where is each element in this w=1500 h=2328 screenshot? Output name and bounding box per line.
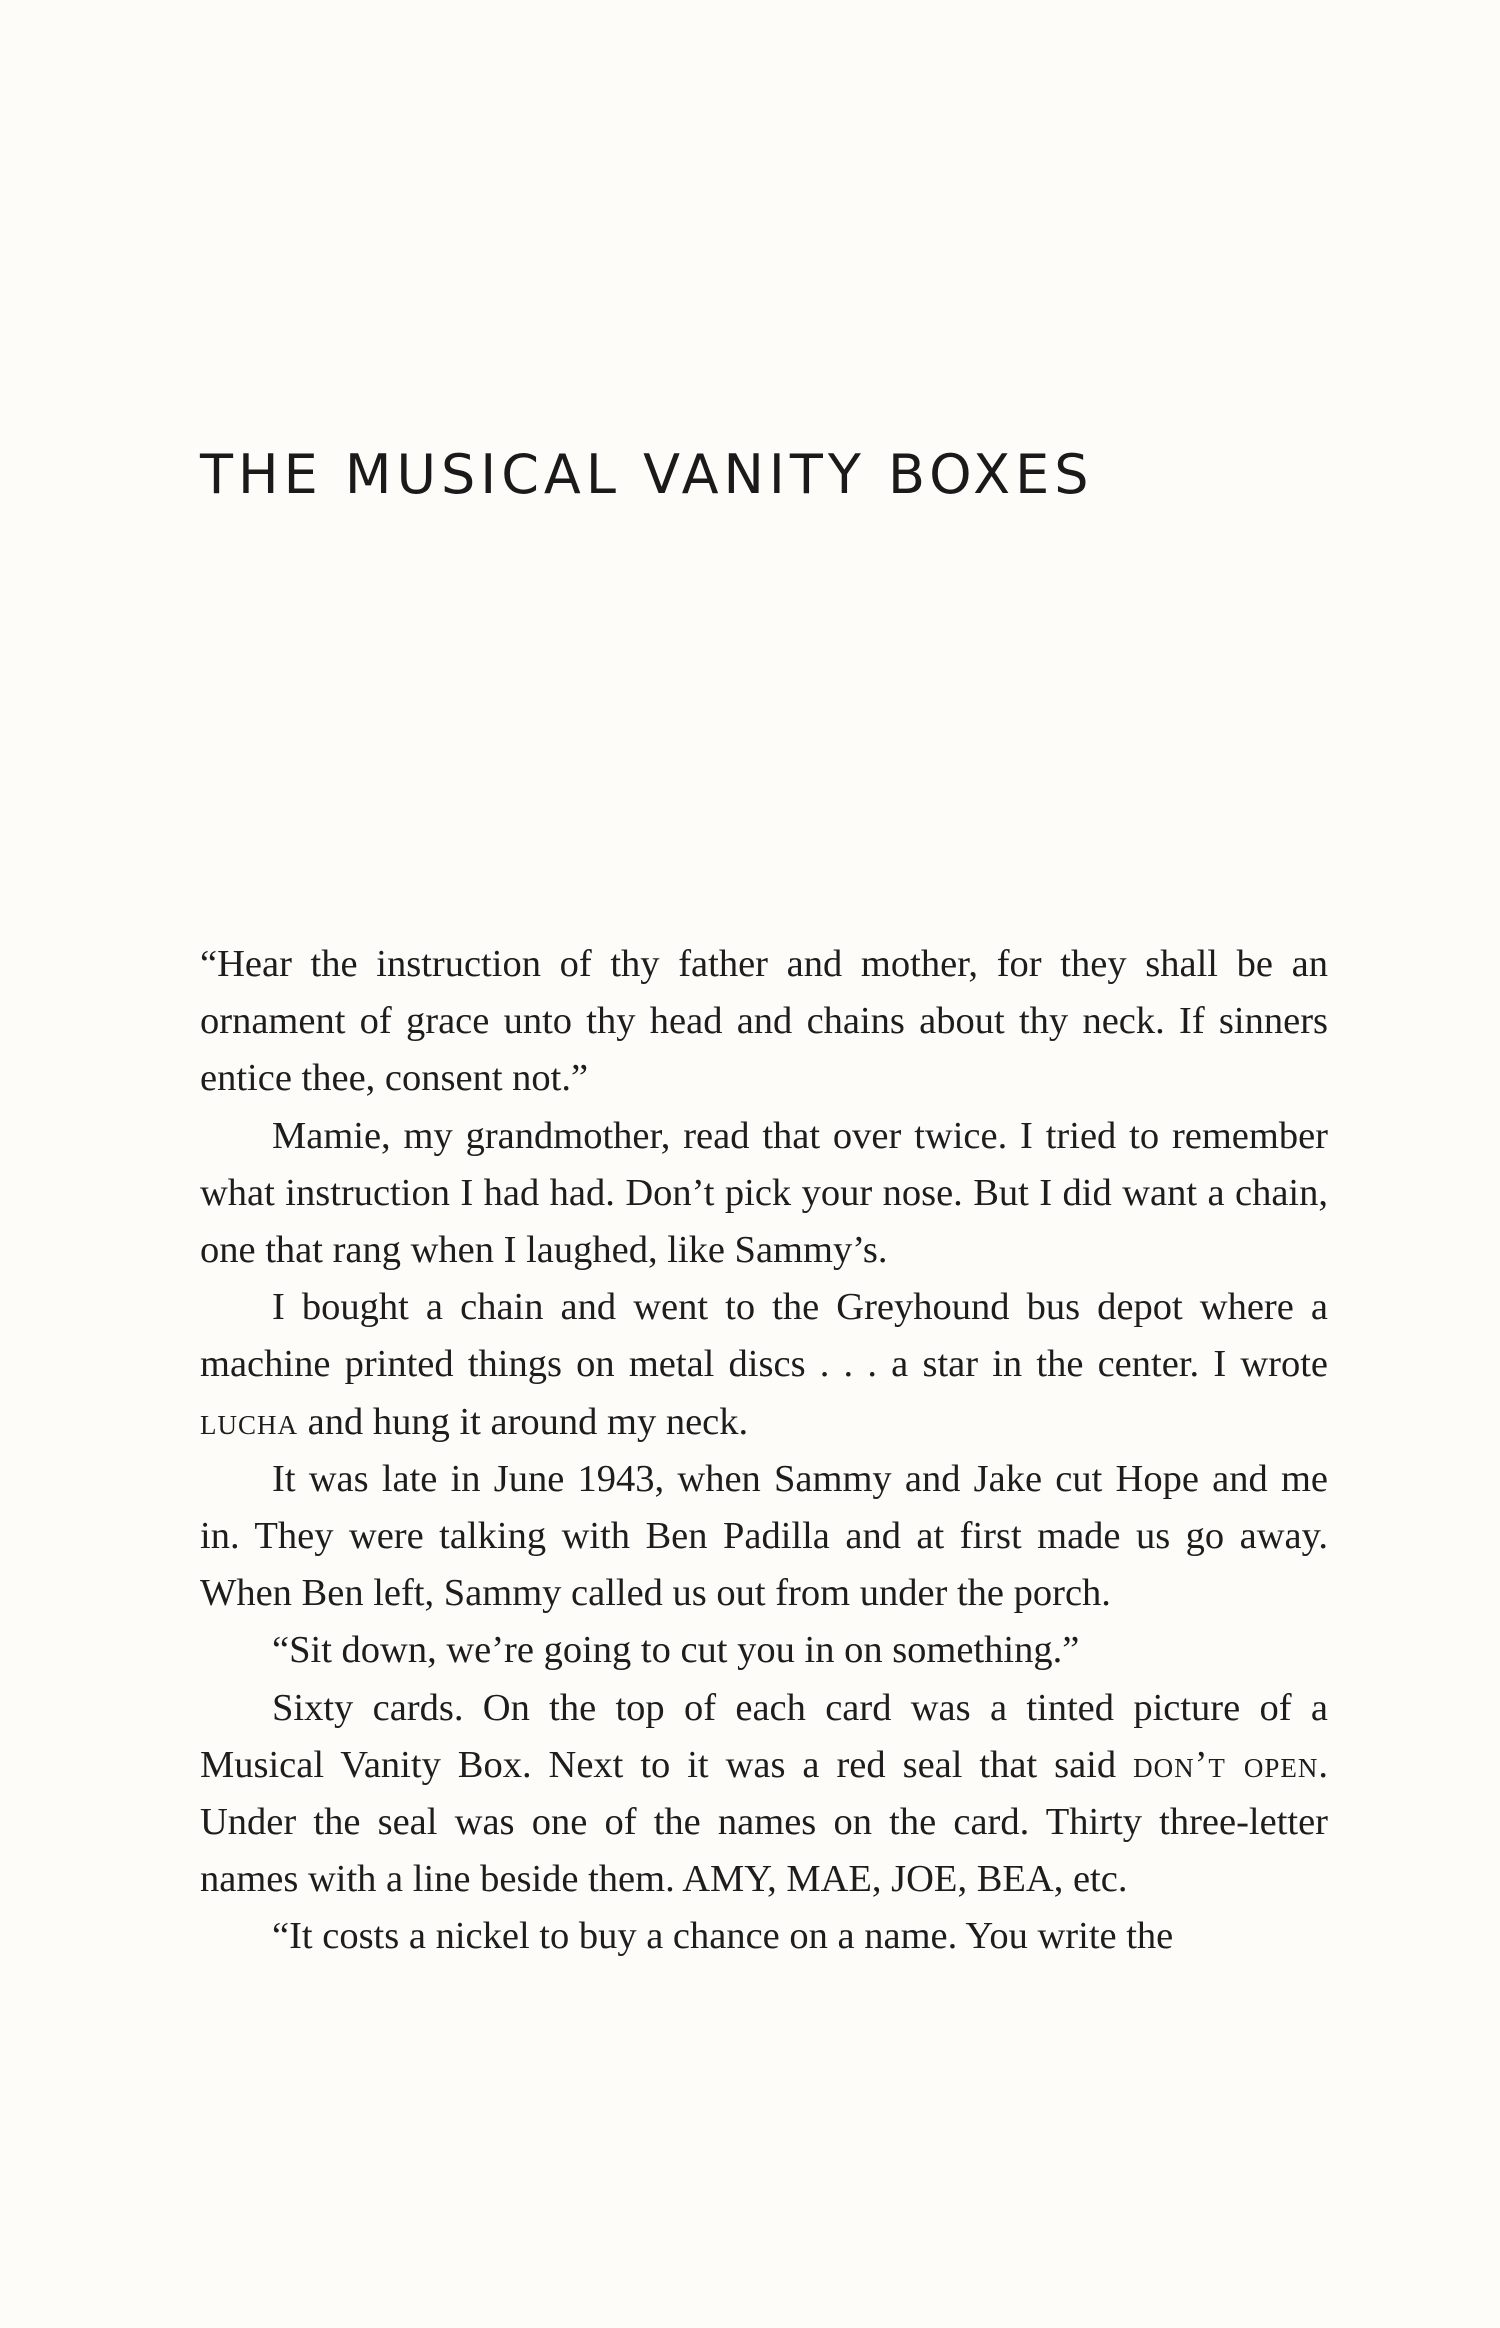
paragraph-6 [200, 1680, 1328, 1909]
paragraph-3 [200, 1279, 1328, 1451]
lucha-small-caps: lucha [200, 1400, 298, 1443]
paragraph-5: “Sit down, we’re going to cut you in on something.” [272, 1629, 1080, 1672]
paragraph-4: It was late in June 1943, when Sammy and Jake cut Hope and me in. They were talking with Ben Padilla and at first made us go away. When Ben left, Sammy called us out from under the porch. [200, 1457, 1328, 1615]
paragraph-1: “Hear the instruction of thy father and mother, for they shall be an ornament of grace unto thy head and chains about thy neck. If sinners entice thee, consent not.” [200, 943, 1328, 1100]
paragraph-6-part-a: Sixty cards. On the top of each card was a tinted picture of a Musical Vanity Box. Next to it was a red seal that said [200, 1686, 1328, 1786]
chapter-title: THE MUSICAL VANITY BOXES [200, 443, 1094, 506]
paragraph-3-part-a: I bought a chain and went to the Greyhound bus depot where a machine printed things on metal discs . . . a star in the center. I wrote [200, 1286, 1328, 1386]
paragraph-2: Mamie, my grandmother, read that over twice. I tried to remember what instruction I had had. Don’t pick your nose. But I did want a chain, one that rang when I laughed, like Sammy’s. [200, 1114, 1328, 1272]
paragraph-6-part-b: . Under the seal was one of the names on the card. Thirty three-letter names with a line beside them. AMY, MAE, JOE, BEA, etc. [200, 1743, 1328, 1901]
paragraph-7: “It costs a nickel to buy a chance on a name. You write the [272, 1915, 1174, 1958]
paragraph-3-part-b: and hung it around my neck. [298, 1400, 749, 1443]
dont-open-small-caps: don’t open [1133, 1743, 1319, 1786]
body-text [200, 936, 1328, 1966]
